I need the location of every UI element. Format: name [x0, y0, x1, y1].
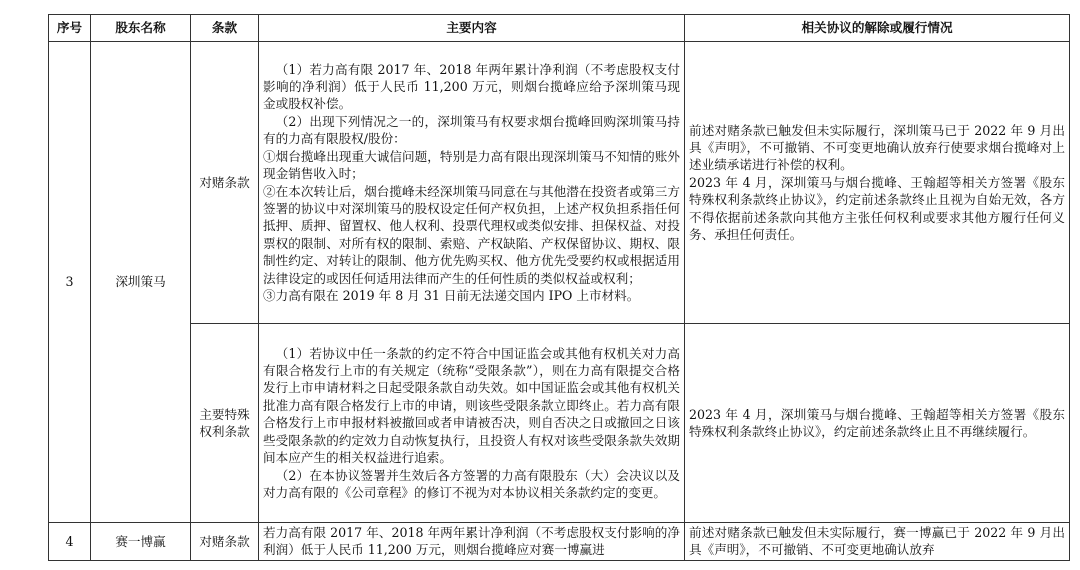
content-paragraph: ②在本次转让后，烟台揽峰未经深圳策马同意在与其他潜在投资者或第三方签署的协议中对深圳策马的股权设定任何产权负担，上述产权负担系指任何抵押、质押、留置权、他人权利、投票代理权或类似安排、担保权益、对投票权的限制、对所有权的限制、索赔、产权缺陷、产权保留协议、期权、限制性约定、对转让的限制、他方优先购买权、他方优先受要约权或根据适用法律设定的或因任何适用法律而产生的任何性质的类似权益或权利； [263, 183, 680, 286]
term-content [259, 523, 685, 561]
status-paragraph: 前述对赌条款已触发但未实际履行，深圳策马已于 2022 年 9 月出具《声明》，不可撤销、不可变更地确认放弃行使要求烟台揽峰对上述业绩承诺进行补偿的权利。 [689, 122, 1065, 173]
header-term: 条款 [191, 15, 259, 42]
content-paragraph: ③力高有限在 2019 年 8 月 31 日前无法递交国内 IPO 上市材料。 [263, 287, 640, 303]
content-paragraph: （2）在本协议签署并生效后各方签署的力高有限股东（大）会决议以及对力高有限的《公司章程》的修订不视为对本协议相关条款约定的变更。 [263, 467, 680, 500]
status-paragraph: 2023 年 4 月，深圳策马与烟台揽峰、王翰超等相关方签署《股东特殊权利条款终止协议》，约定前述条款终止且视为自始无效，各方不得依据前述条款向其他方主张任何权利或要求其他方履行任何义务、承担任何责任。 [689, 174, 1065, 243]
shareholder-name-3: 深圳策马 [91, 42, 191, 523]
header-no: 序号 [49, 15, 91, 42]
content-paragraph: （1）若协议中任一条款的约定不符合中国证监会或其他有权机关对力高有限合格发行上市的有关规定（统称“受限条款”），则在力高有限提交合格发行上市申请材料之日起受限条款自动失效。如中国证监会或其他有权机关批准力高有限合格发行上市的申请，则该些受限条款立即终止。若力高有限合格发行上市申报材料被撤回或者申请被否决，则自否决之日或撤回之日该些受限条款的约定效力自动恢复执行，且投资人有权对该些受限条款失效期间本应产生的相关权益进行追索。 [263, 345, 680, 466]
content-paragraph: （2）出现下列情况之一的，深圳策马有权要求烟台揽峰回购深圳策马持有的力高有限股权/股份： [263, 113, 680, 147]
content-paragraph: （1）若力高有限 2017 年、2018 年两年累计净利润（不考虑股权支付影响的净利润）低于人民币 11,200 万元，则烟台揽峰应给予深圳策马现金或股权补偿。 [263, 61, 680, 112]
term-content [259, 324, 685, 523]
term-status [685, 42, 1070, 324]
table-row [49, 523, 1070, 561]
term-name: 对赌条款 [191, 42, 259, 324]
content-paragraph: 若力高有限 2017 年、2018 年两年累计净利润（不考虑股权支付影响的净利润）低于人民币 11,200 万元，则烟台揽峰应对赛一博赢进 [263, 525, 680, 558]
term-name: 对赌条款 [191, 523, 259, 561]
row-no-3: 3 [49, 42, 91, 523]
status-paragraph: 前述对赌条款已触发但未实际履行，赛一博赢已于 2022 年 9 月出具《声明》，不可撤销、不可变更地确认放弃 [689, 525, 1065, 558]
status-paragraph: 2023 年 4 月，深圳策马与烟台揽峰、王翰超等相关方签署《股东特殊权利条款终止协议》，约定前述条款终止且不再继续履行。 [689, 406, 1065, 439]
shareholder-terms-table [48, 14, 1070, 561]
header-shareholder: 股东名称 [91, 15, 191, 42]
row-no-4: 4 [49, 523, 91, 561]
term-content [259, 42, 685, 324]
shareholder-name-4: 赛一博赢 [91, 523, 191, 561]
table-row [49, 324, 1070, 523]
content-paragraph: ①烟台揽峰出现重大诚信问题，特别是力高有限出现深圳策马不知情的账外现金销售收入时； [263, 148, 680, 182]
term-name: 主要特殊权利条款 [191, 324, 259, 523]
header-status: 相关协议的解除或履行情况 [685, 15, 1070, 42]
header-content: 主要内容 [259, 15, 685, 42]
table-row [49, 42, 1070, 324]
term-status [685, 324, 1070, 523]
term-status [685, 523, 1070, 561]
table-header-row [49, 15, 1070, 42]
